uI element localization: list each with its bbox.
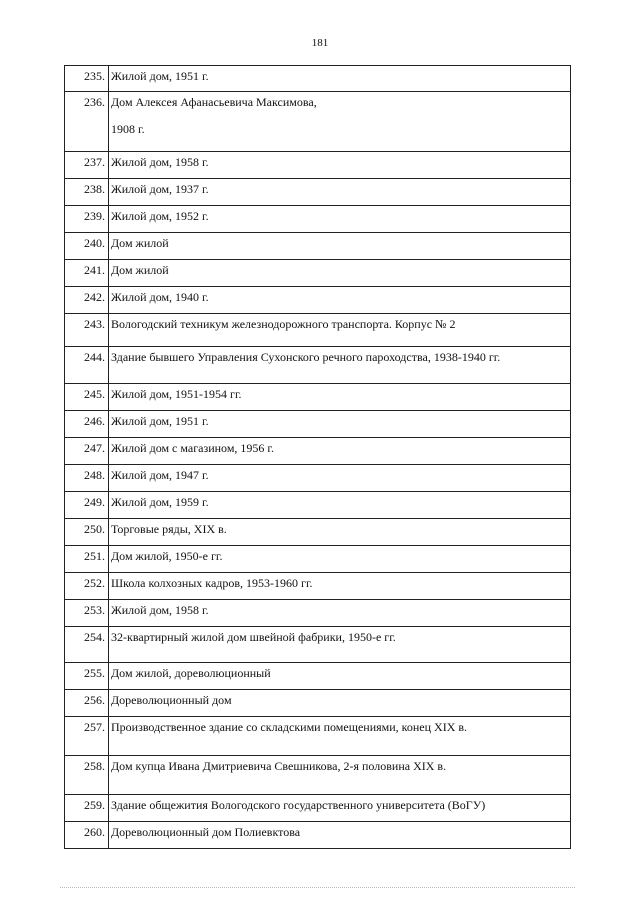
table-row: [65, 260, 571, 287]
row-number: 241.: [65, 260, 109, 287]
description-line: Жилой дом, 1951-1954 гг.: [111, 387, 242, 401]
description-line: Производственное здание со складскими помещениями, конец XIX в.: [111, 720, 468, 734]
description-line: Жилой дом, 1937 г.: [111, 182, 209, 196]
table-row: [65, 627, 571, 663]
description-line: Здание общежития Вологодского государственного университета (ВоГУ): [111, 798, 486, 812]
row-number: 257.: [65, 717, 109, 756]
table-row: [65, 465, 571, 492]
table-row: [65, 384, 571, 411]
description-line: Дом жилой: [111, 236, 169, 250]
table-row: [65, 347, 571, 384]
table-row: [65, 717, 571, 756]
row-number: 237.: [65, 152, 109, 179]
description-line: Жилой дом, 1958 г.: [111, 155, 209, 169]
description-line: Здание бывшего Управления Сухонского речного пароходства, 1938-1940 гг.: [111, 350, 501, 364]
object-description: [109, 492, 571, 519]
row-number: 255.: [65, 663, 109, 690]
row-number: 244.: [65, 347, 109, 384]
table-row: [65, 795, 571, 822]
page-number: 181: [311, 37, 329, 49]
row-number: 258.: [65, 756, 109, 795]
table-row: [65, 822, 571, 849]
object-description: [109, 627, 571, 663]
object-description: [109, 465, 571, 492]
row-number: 254.: [65, 627, 109, 663]
description-line: Жилой дом, 1959 г.: [111, 495, 209, 509]
row-number: 253.: [65, 600, 109, 627]
description-line: Жилой дом, 1952 г.: [111, 209, 209, 223]
table-row: [65, 546, 571, 573]
object-description: [109, 822, 571, 849]
description-line: Торговые ряды, XIX в.: [111, 522, 227, 536]
table-row: [65, 287, 571, 314]
description-line: Дом жилой: [111, 263, 169, 277]
description-line: Жилой дом, 1951 г.: [111, 69, 209, 83]
object-description: [109, 573, 571, 600]
table-row: [65, 411, 571, 438]
table-row: [65, 152, 571, 179]
description-line: Дом жилой, 1950-е гг.: [111, 549, 223, 563]
table-row: [65, 179, 571, 206]
row-number: 260.: [65, 822, 109, 849]
description-line: Дореволюционный дом Полиевктова: [111, 825, 301, 839]
object-description: [109, 92, 571, 152]
row-number: 246.: [65, 411, 109, 438]
row-number: 251.: [65, 546, 109, 573]
object-description: [109, 179, 571, 206]
table-body: [65, 66, 571, 849]
table-row: [65, 756, 571, 795]
table-row: [65, 690, 571, 717]
object-description: [109, 287, 571, 314]
table-row: [65, 314, 571, 347]
object-description: [109, 690, 571, 717]
description-line: Дом Алексея Афанасьевича Максимова,: [111, 95, 317, 109]
table-row: [65, 92, 571, 152]
object-description: [109, 756, 571, 795]
object-description: [109, 519, 571, 546]
table-row: [65, 600, 571, 627]
description-line: Дом жилой, дореволюционный: [111, 666, 271, 680]
row-number: 256.: [65, 690, 109, 717]
row-number: 243.: [65, 314, 109, 347]
object-description: [109, 717, 571, 756]
row-number: 247.: [65, 438, 109, 465]
row-number: 240.: [65, 233, 109, 260]
object-description: [109, 663, 571, 690]
table-row: [65, 519, 571, 546]
table-row: [65, 233, 571, 260]
row-number: 252.: [65, 573, 109, 600]
description-line: Дореволюционный дом: [111, 693, 232, 707]
table-row: [65, 663, 571, 690]
object-description: [109, 347, 571, 384]
object-description: [109, 411, 571, 438]
description-line: Дом купца Ивана Дмитриевича Свешникова, 2-я половина XIX в.: [111, 759, 447, 773]
row-number: 249.: [65, 492, 109, 519]
object-description: [109, 795, 571, 822]
object-description: [109, 546, 571, 573]
description-line: Жилой дом с магазином, 1956 г.: [111, 441, 274, 455]
object-description: [109, 206, 571, 233]
table-row: [65, 206, 571, 233]
heritage-objects-table: [64, 65, 571, 849]
description-line: Школа колхозных кадров, 1953-1960 гг.: [111, 576, 313, 590]
row-number: 239.: [65, 206, 109, 233]
object-description: [109, 314, 571, 347]
row-number: 236.: [65, 92, 109, 152]
description-line: 32-квартирный жилой дом швейной фабрики, 1950-е гг.: [111, 630, 396, 644]
table-row: [65, 573, 571, 600]
row-number: 259.: [65, 795, 109, 822]
description-line: Жилой дом, 1940 г.: [111, 290, 209, 304]
table-row: [65, 66, 571, 92]
description-line: Жилой дом, 1951 г.: [111, 414, 209, 428]
row-number: 248.: [65, 465, 109, 492]
table-row: [65, 438, 571, 465]
object-description: [109, 152, 571, 179]
row-number: 250.: [65, 519, 109, 546]
bottom-rule: [60, 887, 575, 888]
description-line: Вологодский техникум железнодорожного транспорта. Корпус № 2: [111, 317, 456, 331]
row-number: 242.: [65, 287, 109, 314]
description-line: Жилой дом, 1958 г.: [111, 603, 209, 617]
table-row: [65, 492, 571, 519]
description-line: 1908 г.: [111, 122, 145, 136]
object-description: [109, 233, 571, 260]
row-number: 245.: [65, 384, 109, 411]
object-description: [109, 66, 571, 92]
object-description: [109, 438, 571, 465]
row-number: 238.: [65, 179, 109, 206]
object-description: [109, 600, 571, 627]
description-line: Жилой дом, 1947 г.: [111, 468, 209, 482]
object-description: [109, 260, 571, 287]
object-description: [109, 384, 571, 411]
row-number: 235.: [65, 66, 109, 92]
